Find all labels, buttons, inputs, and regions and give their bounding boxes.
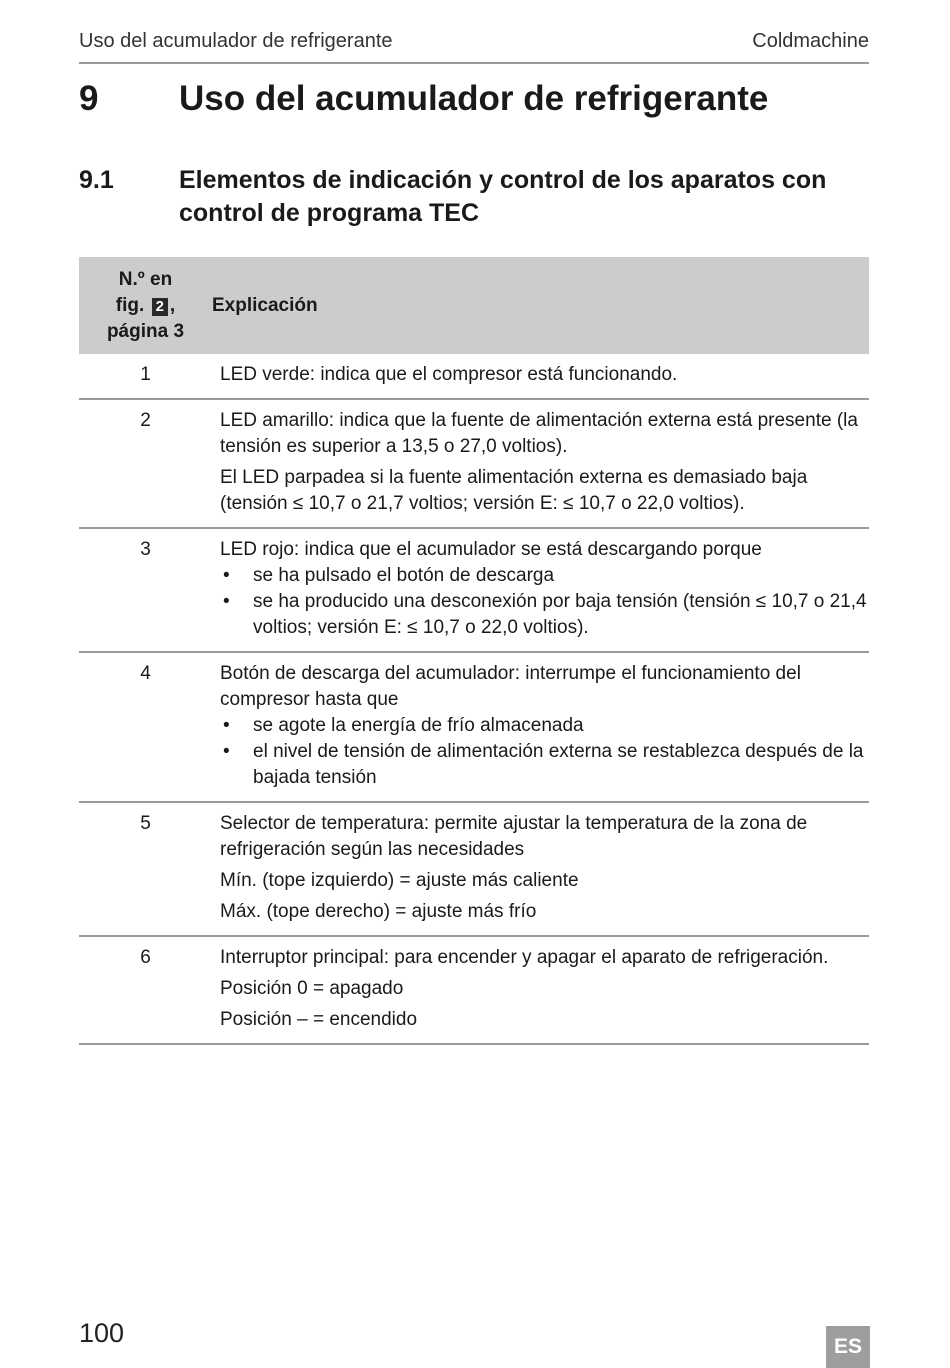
chapter-title: Uso del acumulador de refrigerante xyxy=(179,79,769,118)
bullet-item: • se ha pulsado el botón de descarga xyxy=(220,563,869,589)
table-row xyxy=(79,528,869,652)
explanation-paragraph: LED rojo: indica que el acumulador se está descargando porque xyxy=(220,539,762,560)
running-header-title: Uso del acumulador de refrigerante xyxy=(79,30,393,52)
bullet-item: • se ha producido una desconexión por baja tensión (tensión ≤ 10,7 o 21,4 voltios; versión E: ≤ 10,7 o 22,0 voltios). xyxy=(220,589,869,641)
explanation-paragraph: Posición 0 = apagado xyxy=(220,978,404,999)
row-explanation xyxy=(212,802,869,936)
column-header-number-line1: N.º en xyxy=(118,268,173,290)
row-explanation xyxy=(212,354,869,399)
bullet-item: • se agote la energía de frío almacenada xyxy=(220,713,869,739)
bullet-list xyxy=(220,713,869,791)
running-header xyxy=(79,30,869,64)
table-row xyxy=(79,399,869,528)
row-number: 4 xyxy=(79,652,212,802)
table-row xyxy=(79,652,869,802)
row-explanation xyxy=(212,528,869,652)
column-header-explanation: Explicación xyxy=(212,257,869,354)
column-header-number xyxy=(79,257,212,354)
table-body xyxy=(79,354,869,1044)
figure-reference-badge: 2 xyxy=(152,298,168,316)
table-row xyxy=(79,802,869,936)
explanation-paragraph: LED verde: indica que el compresor está funcionando. xyxy=(220,364,678,385)
explanation-paragraph: Mín. (tope izquierdo) = ajuste más caliente xyxy=(220,870,579,891)
explanation-paragraph: El LED parpadea si la fuente alimentación externa es demasiado baja (tensión ≤ 10,7 o 21,7 voltios; versión E: ≤ 10,7 o 22,0 voltios). xyxy=(220,467,808,514)
row-explanation xyxy=(212,399,869,528)
explanation-table xyxy=(79,257,869,1045)
section-heading xyxy=(79,164,869,230)
bullet-list xyxy=(220,563,869,641)
table-header-row xyxy=(79,257,869,354)
page-number: 100 xyxy=(79,1318,125,1348)
row-number: 5 xyxy=(79,802,212,936)
row-explanation xyxy=(212,936,869,1044)
explanation-paragraph: Interruptor principal: para encender y apagar el aparato de refrigeración. xyxy=(220,947,829,968)
section-title: Elementos de indicación y control de los aparatos con control de programa TEC xyxy=(179,166,827,227)
explanation-paragraph: Selector de temperatura: permite ajustar la temperatura de la zona de refrigeración según las necesidades xyxy=(220,813,808,860)
table-row xyxy=(79,936,869,1044)
explanation-paragraph: Máx. (tope derecho) = ajuste más frío xyxy=(220,901,537,922)
bullet-item: • el nivel de tensión de alimentación externa se restablezca después de la bajada tensión xyxy=(220,739,869,791)
chapter-number: 9 xyxy=(79,79,99,118)
fig-comma: , xyxy=(169,294,176,316)
column-header-number-line2 xyxy=(79,293,212,319)
column-header-number-line3: página 3 xyxy=(106,320,185,342)
row-number: 2 xyxy=(79,399,212,528)
row-number: 3 xyxy=(79,528,212,652)
explanation-paragraph: LED amarillo: indica que la fuente de alimentación externa está presente (la tensión es superior a 13,5 o 27,0 voltios). xyxy=(220,410,858,457)
row-number: 6 xyxy=(79,936,212,1044)
table-row xyxy=(79,354,869,399)
language-tab: ES xyxy=(826,1326,870,1368)
explanation-paragraph: Botón de descarga del acumulador: interrumpe el funcionamiento del compresor hasta que xyxy=(220,663,801,710)
fig-label: fig. xyxy=(115,294,145,316)
row-number: 1 xyxy=(79,354,212,399)
section-number: 9.1 xyxy=(79,166,114,194)
row-explanation xyxy=(212,652,869,802)
explanation-paragraph: Posición – = encendido xyxy=(220,1009,418,1030)
running-header-product: Coldmachine xyxy=(752,30,869,52)
chapter-heading xyxy=(79,76,869,122)
